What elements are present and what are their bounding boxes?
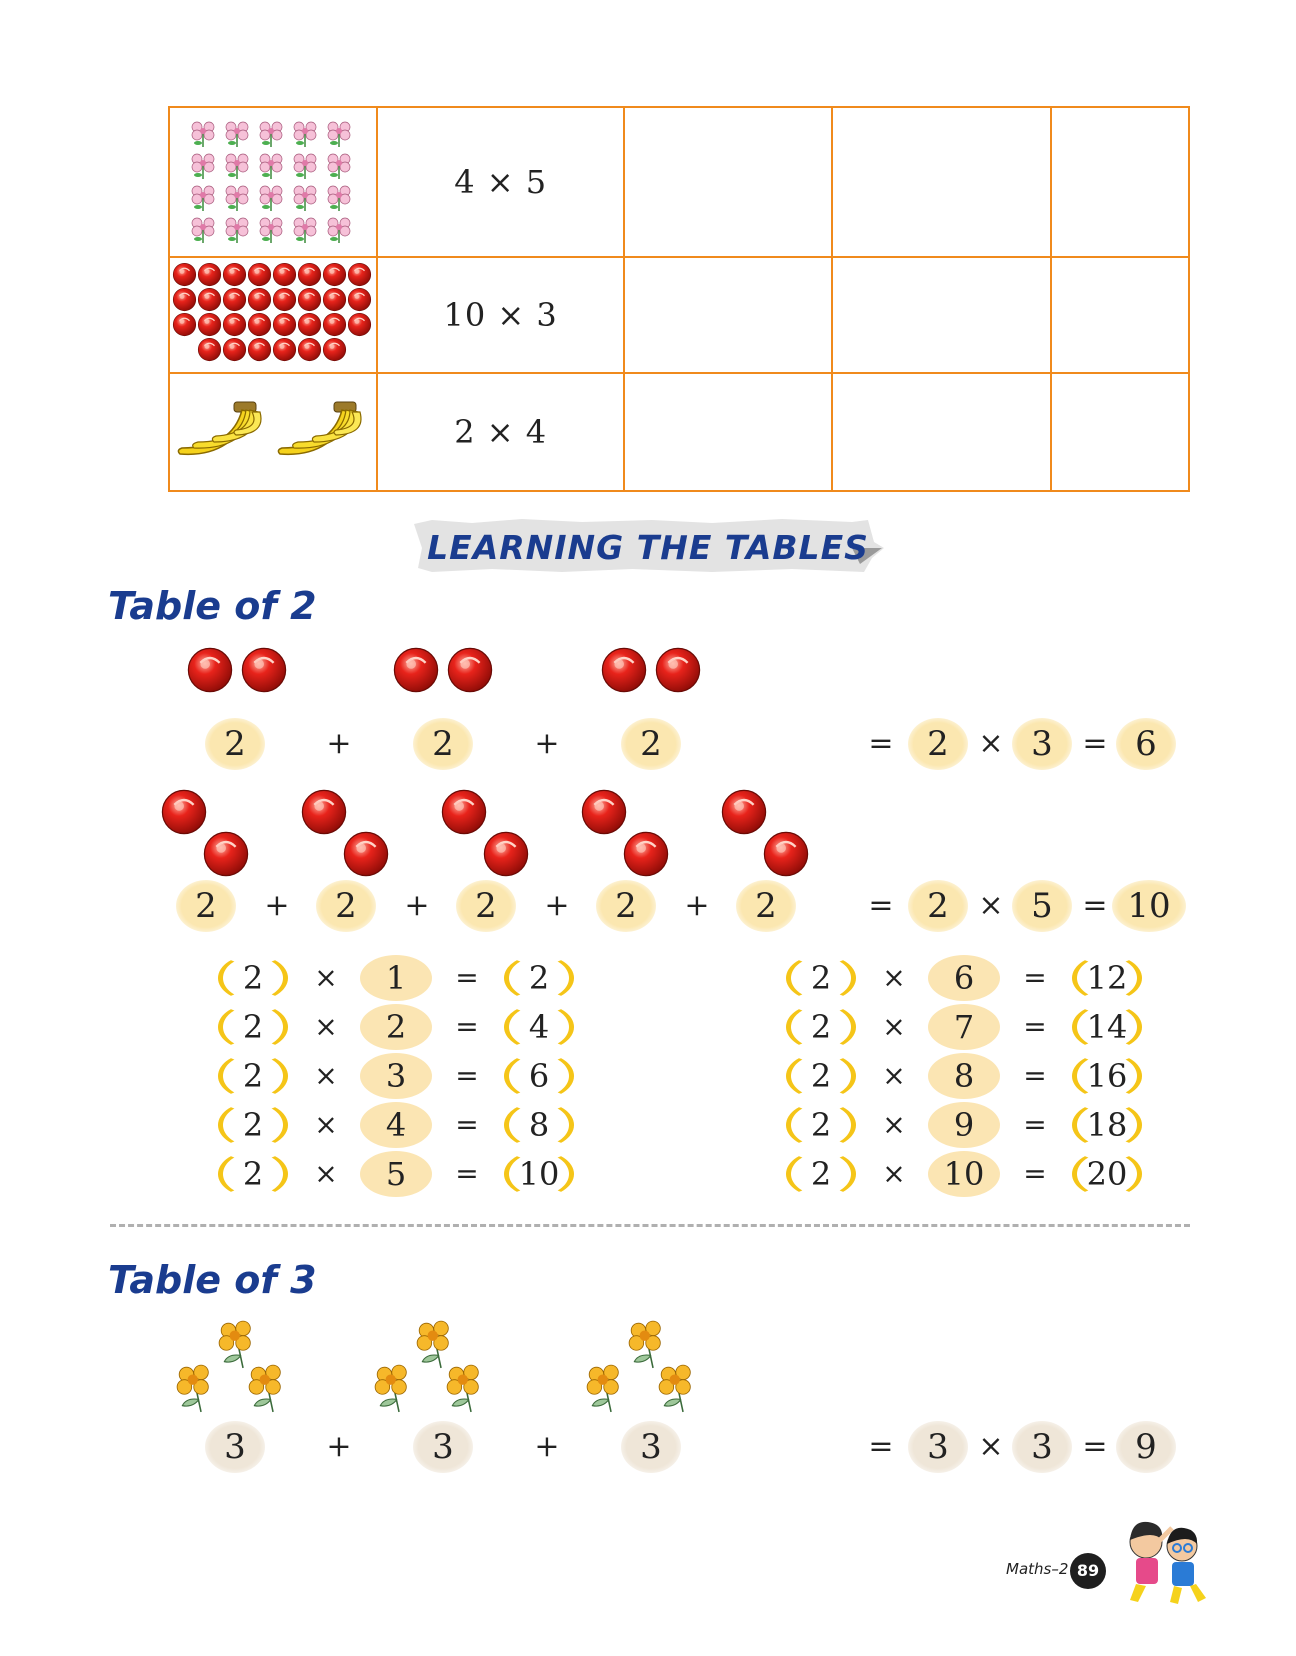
section-divider xyxy=(110,1224,1190,1227)
result-cloud: 6 xyxy=(1116,718,1176,770)
addend-cloud: 2 xyxy=(316,880,376,932)
times-sign: × xyxy=(314,961,338,994)
plus-sign: + xyxy=(544,888,570,923)
multiplicand: 2 xyxy=(218,1102,288,1148)
answer-cell[interactable] xyxy=(1051,107,1189,257)
bananas-image xyxy=(170,380,376,480)
book-title: Maths–2 xyxy=(1006,1560,1069,1578)
equals-sign: = xyxy=(455,1157,479,1190)
table-row xyxy=(169,257,1189,373)
times-sign: × xyxy=(314,1059,338,1092)
answer-cell[interactable] xyxy=(624,107,832,257)
multiplier: 8 xyxy=(928,1053,1000,1099)
product: 2 xyxy=(504,955,574,1001)
equals-sign: = xyxy=(455,961,479,994)
factor-cloud: 5 xyxy=(1012,880,1072,932)
factor-cloud: 3 xyxy=(1012,1421,1072,1473)
red-balls-image xyxy=(170,258,376,368)
expression-cell: 10 × 3 xyxy=(377,257,623,373)
multiplication-table xyxy=(168,106,1190,492)
table-row xyxy=(169,107,1189,257)
product: 20 xyxy=(1072,1151,1142,1197)
flowers-picture xyxy=(169,107,377,257)
factor-cloud: 3 xyxy=(1012,718,1072,770)
product: 6 xyxy=(504,1053,574,1099)
multiplier: 2 xyxy=(360,1004,432,1050)
multiplier: 5 xyxy=(360,1151,432,1197)
page-number: 89 xyxy=(1070,1553,1106,1589)
plus-sign: + xyxy=(404,888,430,923)
equals-sign: = xyxy=(868,726,894,761)
times-sign: × xyxy=(978,726,1004,761)
times-sign: × xyxy=(314,1157,338,1190)
product: 8 xyxy=(504,1102,574,1148)
factor-cloud: 3 xyxy=(908,1421,968,1473)
equals-sign: = xyxy=(1023,961,1047,994)
expression-cell: 2 × 4 xyxy=(377,373,623,491)
addend-cloud: 2 xyxy=(176,880,236,932)
addend-cloud: 3 xyxy=(621,1421,681,1473)
multiplicand: 2 xyxy=(218,1053,288,1099)
addend-cloud: 2 xyxy=(736,880,796,932)
addend-cloud: 2 xyxy=(621,718,681,770)
times-sign: × xyxy=(314,1010,338,1043)
multiplicand: 2 xyxy=(218,1151,288,1197)
addend-cloud: 2 xyxy=(596,880,656,932)
product: 10 xyxy=(504,1151,574,1197)
times-sign: × xyxy=(882,1059,906,1092)
factor-cloud: 2 xyxy=(908,880,968,932)
answer-cell[interactable] xyxy=(1051,257,1189,373)
table-of-2-title: Table of 2 xyxy=(108,584,317,628)
multiplicand: 2 xyxy=(786,955,856,1001)
multiplier: 1 xyxy=(360,955,432,1001)
plus-sign: + xyxy=(264,888,290,923)
red-balls-group-3x2 xyxy=(180,640,720,702)
answer-cell[interactable] xyxy=(1051,373,1189,491)
multiplier: 7 xyxy=(928,1004,1000,1050)
yellow-flowers-groups xyxy=(170,1318,730,1428)
section-banner xyxy=(412,518,884,574)
red-balls-group-5x2 xyxy=(158,786,818,886)
answer-cell[interactable] xyxy=(832,373,1050,491)
equals-sign: = xyxy=(868,1429,894,1464)
factor-cloud: 2 xyxy=(908,718,968,770)
equals-sign: = xyxy=(1023,1157,1047,1190)
kids-illustration xyxy=(1118,1512,1210,1608)
product: 12 xyxy=(1072,955,1142,1001)
times-sign: × xyxy=(882,1108,906,1141)
times-sign: × xyxy=(882,961,906,994)
product: 14 xyxy=(1072,1004,1142,1050)
addend-cloud: 2 xyxy=(456,880,516,932)
multiplicand: 2 xyxy=(786,1053,856,1099)
equals-sign: = xyxy=(455,1108,479,1141)
equals-sign: = xyxy=(455,1010,479,1043)
multiplier: 3 xyxy=(360,1053,432,1099)
multiplier: 10 xyxy=(928,1151,1000,1197)
expression-cell: 4 × 5 xyxy=(377,107,623,257)
multiplier: 6 xyxy=(928,955,1000,1001)
equals-sign: = xyxy=(1023,1059,1047,1092)
plus-sign: + xyxy=(684,888,710,923)
addend-cloud: 3 xyxy=(205,1421,265,1473)
answer-cell[interactable] xyxy=(624,373,832,491)
product: 16 xyxy=(1072,1053,1142,1099)
plus-sign: + xyxy=(534,1429,560,1464)
equals-sign: = xyxy=(1082,726,1108,761)
multiplicand: 2 xyxy=(786,1102,856,1148)
balls-picture xyxy=(169,257,377,373)
table-row xyxy=(169,373,1189,491)
result-cloud: 9 xyxy=(1116,1421,1176,1473)
answer-cell[interactable] xyxy=(832,257,1050,373)
multiplier: 4 xyxy=(360,1102,432,1148)
equals-sign: = xyxy=(1082,888,1108,923)
equals-sign: = xyxy=(455,1059,479,1092)
plus-sign: + xyxy=(326,726,352,761)
table-of-3-title: Table of 3 xyxy=(108,1258,317,1302)
bananas-picture xyxy=(169,373,377,491)
addend-cloud: 2 xyxy=(205,718,265,770)
multiplicand: 2 xyxy=(786,1151,856,1197)
times-sign: × xyxy=(978,1429,1004,1464)
multiplicand: 2 xyxy=(218,1004,288,1050)
equals-sign: = xyxy=(868,888,894,923)
addend-cloud: 2 xyxy=(413,718,473,770)
banner-title: LEARNING THE TABLES xyxy=(427,528,869,567)
answer-cell[interactable] xyxy=(624,257,832,373)
times-sign: × xyxy=(978,888,1004,923)
product: 4 xyxy=(504,1004,574,1050)
plus-sign: + xyxy=(326,1429,352,1464)
times-sign: × xyxy=(882,1010,906,1043)
product: 18 xyxy=(1072,1102,1142,1148)
addend-cloud: 3 xyxy=(413,1421,473,1473)
multiplier: 9 xyxy=(928,1102,1000,1148)
times-sign: × xyxy=(314,1108,338,1141)
result-cloud: 10 xyxy=(1112,880,1186,932)
times-sign: × xyxy=(882,1157,906,1190)
multiplicand: 2 xyxy=(786,1004,856,1050)
equals-sign: = xyxy=(1023,1108,1047,1141)
multiplicand: 2 xyxy=(218,955,288,1001)
equals-sign: = xyxy=(1082,1429,1108,1464)
plus-sign: + xyxy=(534,726,560,761)
answer-cell[interactable] xyxy=(832,107,1050,257)
flowers-image xyxy=(170,110,370,250)
equals-sign: = xyxy=(1023,1010,1047,1043)
